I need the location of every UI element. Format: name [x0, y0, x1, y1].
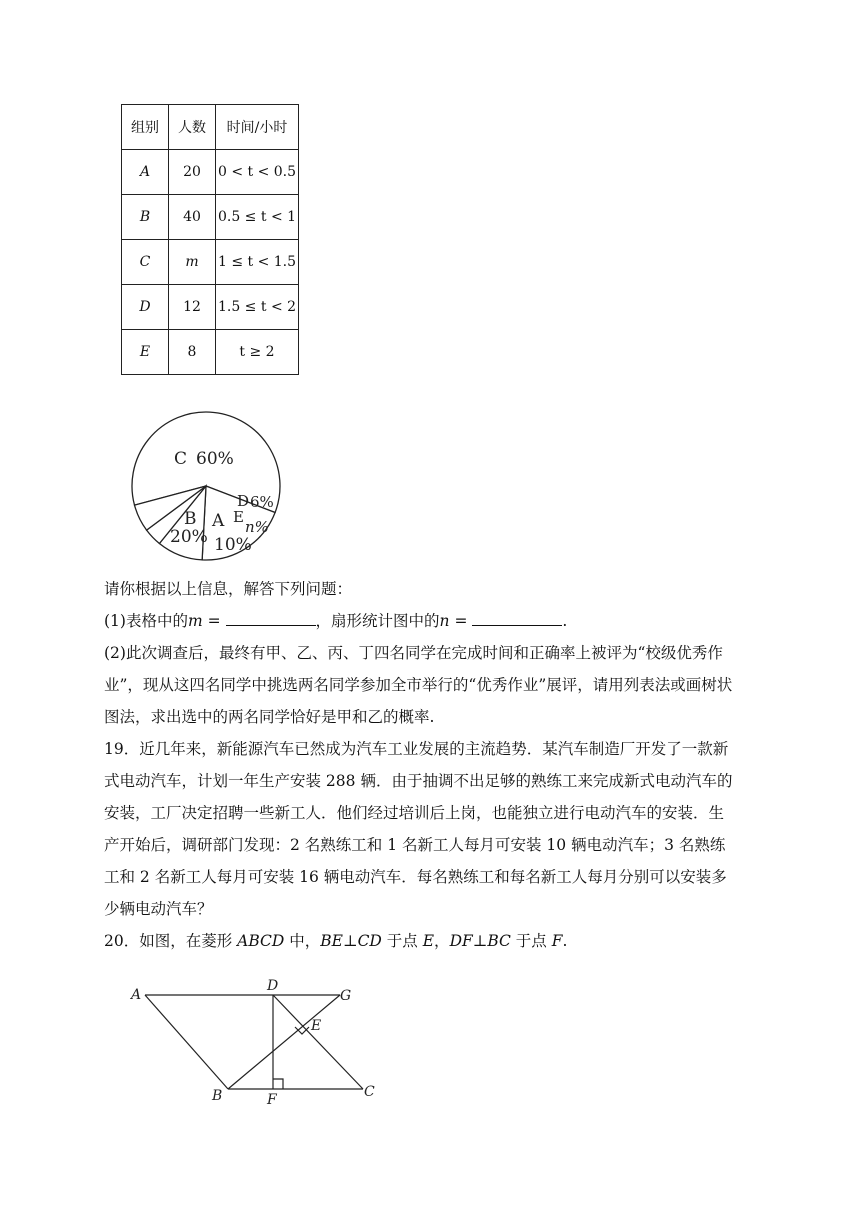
p20-perp: ⊥ — [342, 932, 358, 950]
pie-percent-e: n% — [245, 518, 269, 536]
q1-middle: ，扇形统计图中的 — [315, 612, 440, 630]
cell-group: A — [122, 150, 169, 195]
point-label-e: E — [311, 1018, 322, 1034]
point-label-c: C — [364, 1084, 375, 1100]
header-time: 时间/小时 — [216, 105, 299, 150]
answer-blank-n[interactable] — [472, 611, 562, 626]
cell-time: 0.5 ≤ t < 1 — [216, 195, 299, 240]
q1-eq-2: = — [449, 612, 473, 630]
question-20 — [104, 925, 734, 957]
table-row — [122, 285, 299, 330]
table-row — [122, 150, 299, 195]
point-label-d: D — [267, 978, 279, 994]
p20-e: E — [422, 932, 435, 950]
cell-group: B — [122, 195, 169, 240]
cell-group: C — [122, 240, 169, 285]
p20-part: 于点 — [510, 932, 552, 950]
pie-percent-d: 6% — [250, 493, 274, 511]
segment-bg — [228, 995, 340, 1089]
segment-dc — [273, 995, 363, 1089]
cell-group: E — [122, 330, 169, 375]
point-label-b: B — [212, 1088, 223, 1104]
q1-var-m: m — [187, 612, 203, 630]
p20-perp: ⊥ — [472, 932, 488, 950]
right-angle-f — [273, 1079, 283, 1089]
pie-percent-b: 20% — [170, 527, 208, 547]
header-count: 人数 — [169, 105, 216, 150]
cell-count: 40 — [169, 195, 216, 240]
table-row — [122, 195, 299, 240]
q1-end: . — [562, 612, 568, 630]
pie-label-e: E — [233, 508, 244, 526]
pie-label-a: A — [212, 511, 225, 531]
cell-time: 1.5 ≤ t < 2 — [216, 285, 299, 330]
p20-part: . — [562, 932, 568, 950]
p20-part: 于点 — [381, 932, 423, 950]
point-label-g: G — [340, 988, 352, 1004]
p20-abcd: ABCD — [237, 932, 285, 950]
cell-group: D — [122, 285, 169, 330]
p20-df: DF — [449, 932, 473, 950]
question-1 — [104, 605, 734, 637]
pie-percent-c: 60% — [196, 449, 234, 469]
question-2: (2)此次调查后，最终有甲、乙、丙、丁四名同学在完成时间和正确率上被评为“校级优秀作业”，现从这四名同学中挑选两名同学参加全市举行的“优秀作业”展评，请用列表法或画树状图法，求出选中的两名同学恰好是甲和乙的概率. — [104, 644, 733, 726]
p20-be: BE — [320, 932, 343, 950]
point-label-f: F — [267, 1092, 277, 1106]
rhombus-figure — [128, 976, 388, 1106]
answer-blank-m[interactable] — [226, 611, 316, 626]
cell-time: t ≥ 2 — [216, 330, 299, 375]
point-label-a: A — [131, 987, 142, 1003]
header-group: 组别 — [122, 105, 169, 150]
pie-label-b: B — [184, 509, 197, 529]
p20-bc: BC — [487, 932, 511, 950]
pie-label-c: C — [174, 449, 188, 469]
table-row — [122, 330, 299, 375]
pie-label-d: D — [237, 492, 250, 510]
p20-part: 中， — [284, 932, 321, 950]
cell-count: 12 — [169, 285, 216, 330]
table-header-row — [122, 105, 299, 150]
q1-var-n: n — [439, 612, 450, 630]
p20-part: 20．如图，在菱形 — [104, 932, 238, 950]
p20-ff: F — [551, 932, 563, 950]
intro-text: 请你根据以上信息，解答下列问题： — [104, 580, 353, 598]
cell-count: m — [169, 240, 216, 285]
cell-time: 0 < t < 0.5 — [216, 150, 299, 195]
table-row — [122, 240, 299, 285]
segment-ab — [145, 995, 228, 1089]
cell-count: 20 — [169, 150, 216, 195]
question-19: 19．近几年来，新能源汽车已然成为汽车工业发展的主流趋势．某汽车制造厂开发了一款新式电动汽车，计划一年生产安装 288 辆．由于抽调不出足够的熟练工来完成新式电动汽车的安装，工厂决定招聘一些新工人．他们经过培训后上岗，也能独立进行电动汽车的安装．生产开始后，调研部门发现：2 名熟练工和 1 名新工人每月可安装 10 辆电动汽车；3 名熟练工和 2 名新工人每月可安装 16 辆电动汽车．每名熟练工和每名新工人每月分别可以安装多少辆电动汽车？ — [104, 740, 733, 918]
data-table — [121, 104, 299, 375]
q1-prefix: (1)表格中的 — [104, 612, 188, 630]
cell-count: 8 — [169, 330, 216, 375]
pie-chart — [126, 406, 286, 566]
q1-eq-1: = — [202, 612, 226, 630]
p20-part: ， — [434, 932, 450, 950]
cell-time: 1 ≤ t < 1.5 — [216, 240, 299, 285]
p20-cd: CD — [357, 932, 382, 950]
pie-percent-a: 10% — [214, 535, 252, 555]
